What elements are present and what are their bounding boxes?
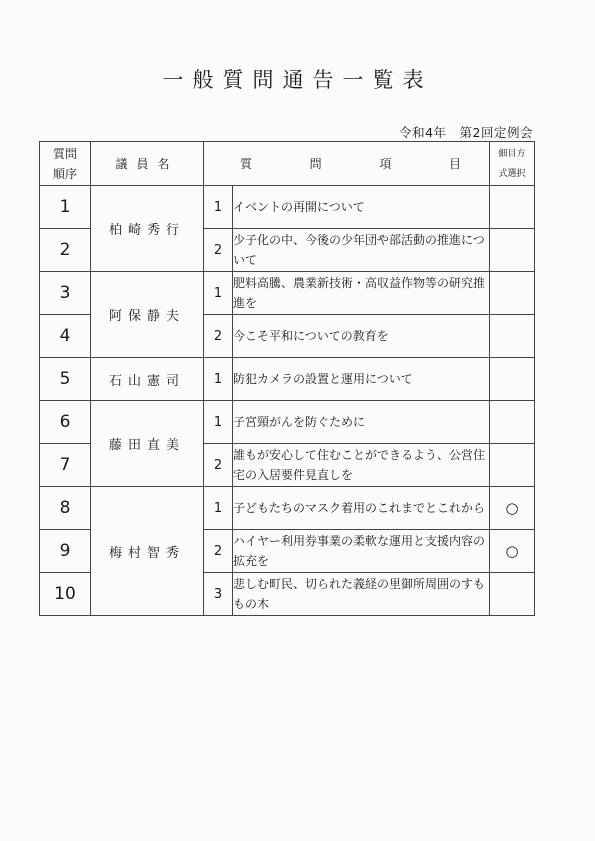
order-number: 4 xyxy=(40,315,91,358)
session-date: 令和4年 第2回定例会 xyxy=(399,125,533,140)
select-mark xyxy=(490,358,535,401)
table-row xyxy=(40,358,535,401)
select-mark xyxy=(490,573,535,616)
sub-number: 2 xyxy=(204,444,233,487)
header-item-char: 目 xyxy=(448,157,461,171)
question-text: 子宮頸がんを防ぐために xyxy=(233,401,490,444)
header-item-char: 質 xyxy=(240,157,253,171)
header-member: 議員名 xyxy=(91,142,204,186)
question-text: 悲しむ町民、切られた義経の里御所周囲のすももの木 xyxy=(233,573,490,616)
order-number: 10 xyxy=(40,573,91,616)
sub-number: 1 xyxy=(204,358,233,401)
question-text: イベントの再開について xyxy=(233,186,490,229)
order-number: 7 xyxy=(40,444,91,487)
member-name: 阿保静夫 xyxy=(91,272,204,358)
select-mark xyxy=(490,272,535,315)
sub-number: 2 xyxy=(204,315,233,358)
question-text: 子どもたちのマスク着用のこれまでとこれから xyxy=(233,487,490,530)
header-item-char: 項 xyxy=(379,157,392,171)
header-order-line2: 順序 xyxy=(52,166,77,181)
header-order-line1: 質問 xyxy=(52,146,77,161)
select-mark xyxy=(490,315,535,358)
sub-number: 1 xyxy=(204,272,233,315)
header-order xyxy=(40,142,91,186)
select-mark xyxy=(490,186,535,229)
member-name: 柏崎秀行 xyxy=(91,186,204,272)
sub-number: 2 xyxy=(204,229,233,272)
header-item-char: 問 xyxy=(309,157,322,171)
member-name: 藤田直美 xyxy=(91,401,204,487)
sub-number: 1 xyxy=(204,401,233,444)
sub-number: 3 xyxy=(204,573,233,616)
table-header-row xyxy=(40,142,535,186)
order-number: 9 xyxy=(40,530,91,573)
order-number: 3 xyxy=(40,272,91,315)
select-mark xyxy=(490,444,535,487)
question-table xyxy=(39,141,535,616)
table-row xyxy=(40,186,535,229)
member-name: 梅村智秀 xyxy=(91,487,204,616)
header-select-line1: 細目方 xyxy=(498,148,526,159)
header-select xyxy=(490,142,535,186)
sub-number: 1 xyxy=(204,487,233,530)
order-number: 2 xyxy=(40,229,91,272)
order-number: 8 xyxy=(40,487,91,530)
question-text: 防犯カメラの設置と運用について xyxy=(233,358,490,401)
select-mark xyxy=(490,401,535,444)
select-mark xyxy=(490,229,535,272)
order-number: 1 xyxy=(40,186,91,229)
question-text: 肥料高騰、農業新技術・高収益作物等の研究推進を xyxy=(233,272,490,315)
sub-number: 2 xyxy=(204,530,233,573)
order-number: 5 xyxy=(40,358,91,401)
member-name: 石山憲司 xyxy=(91,358,204,401)
question-text: 今こそ平和についての教育を xyxy=(233,315,490,358)
question-text: ハイヤー利用券事業の柔軟な運用と支援内容の拡充を xyxy=(233,530,490,573)
table-row xyxy=(40,272,535,315)
page-title: 一般質問通告一覧表 xyxy=(162,68,433,92)
order-number: 6 xyxy=(40,401,91,444)
sub-number: 1 xyxy=(204,186,233,229)
question-text: 誰もが安心して住むことができるよう、公営住宅の入居要件見直しを xyxy=(233,444,490,487)
header-select-line2: 式選択 xyxy=(498,168,526,179)
select-mark: ○ xyxy=(490,487,535,530)
header-item xyxy=(204,142,490,186)
question-text: 少子化の中、今後の少年団や部活動の推進について xyxy=(233,229,490,272)
table-row xyxy=(40,487,535,530)
select-mark: ○ xyxy=(490,530,535,573)
table-row xyxy=(40,401,535,444)
